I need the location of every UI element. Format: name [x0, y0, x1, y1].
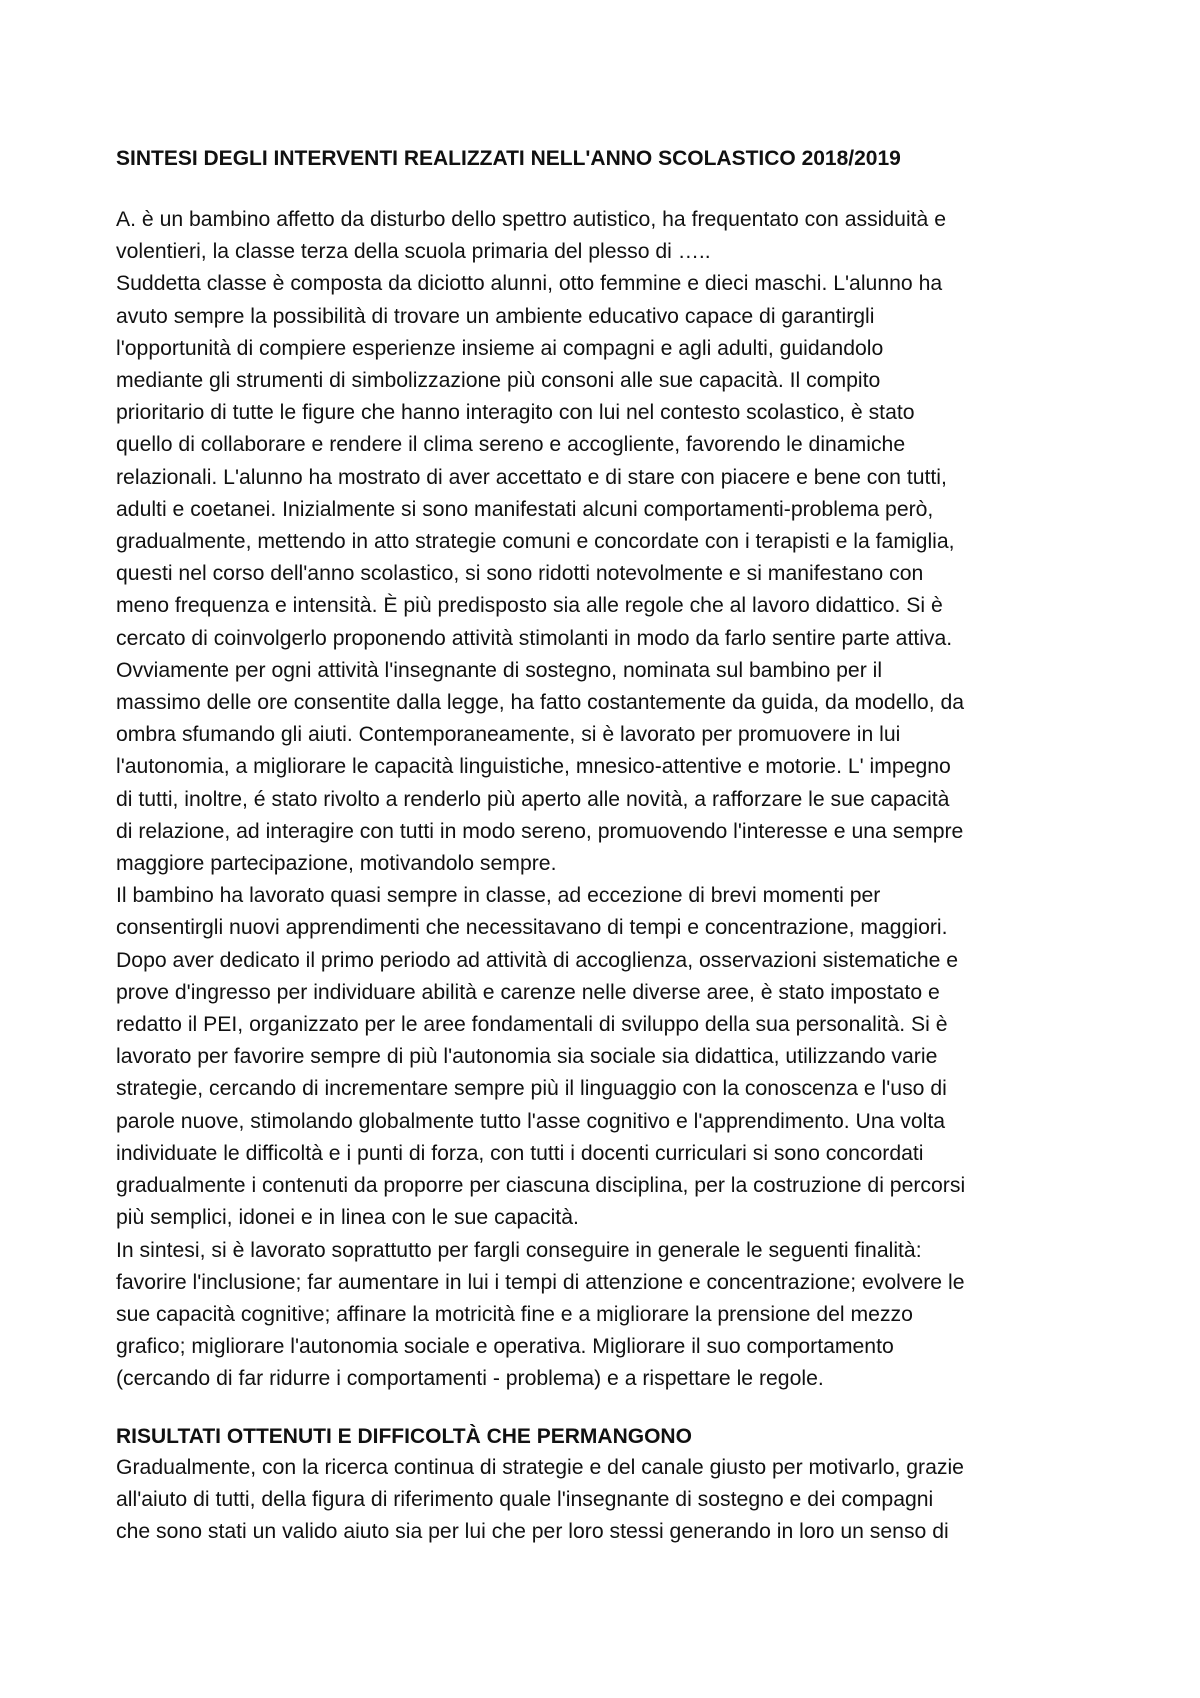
text-line: parole nuove, stimolando globalmente tutto l'asse cognitivo e l'apprendimento. Una volta [116, 1109, 946, 1133]
text-line: prove d'ingresso per individuare abilità e carenze nelle diverse aree, è stato impostato e [116, 980, 940, 1004]
text-line: avuto sempre la possibilità di trovare un ambiente educativo capace di garantirgli [116, 304, 875, 328]
text-line: questi nel corso dell'anno scolastico, si sono ridotti notevolmente e si manifestano con [116, 562, 924, 586]
text-line: sue capacità cognitive; affinare la motricità fine e a migliorare la prensione del mezzo [116, 1302, 913, 1326]
text-line: lavorato per favorire sempre di più l'autonomia sia sociale sia didattica, utilizzando varie [116, 1045, 938, 1069]
text-line: favorire l'inclusione; far aumentare in lui i tempi di attenzione e concentrazione; evolvere le [116, 1270, 965, 1294]
text-line: di tutti, inoltre, é stato rivolto a renderlo più aperto alle novità, a rafforzare le sue capacità [116, 787, 950, 811]
section-body-risultati [116, 1452, 1096, 1549]
text-line: Suddetta classe è composta da diciotto alunni, otto femmine e dieci maschi. L'alunno ha [116, 272, 943, 296]
text-line: individuate le difficoltà e i punti di forza, con tutti i docenti curriculari si sono concordati [116, 1141, 924, 1165]
text-line: quello di collaborare e rendere il clima sereno e accogliente, favorendo le dinamiche [116, 433, 906, 457]
text-line: adulti e coetanei. Inizialmente si sono manifestati alcuni comportamenti-problema però, [116, 497, 934, 521]
text-line: volentieri, la classe terza della scuola primaria del plesso di ….. [116, 240, 711, 264]
section-body-interventi [116, 204, 1096, 1396]
text-line: redatto il PEI, organizzato per le aree fondamentali di sviluppo della sua personalità. Si è [116, 1013, 948, 1037]
text-line: grafico; migliorare l'autonomia sociale e operativa. Migliorare il suo comportamento [116, 1335, 894, 1359]
text-line: che sono stati un valido aiuto sia per lui che per loro stessi generando in loro un senso di [116, 1519, 949, 1543]
document-content [116, 146, 1096, 1548]
text-line: gradualmente, mettendo in atto strategie comuni e concordate con i terapisti e la famiglia, [116, 530, 955, 554]
text-line: prioritario di tutte le figure che hanno interagito con lui nel contesto scolastico, è stato [116, 401, 915, 425]
text-line: Dopo aver dedicato il primo periodo ad attività di accoglienza, osservazioni sistematiche e [116, 948, 959, 972]
text-line: gradualmente i contenuti da proporre per ciascuna disciplina, per la costruzione di percorsi [116, 1174, 966, 1198]
text-line: ombra sfumando gli aiuti. Contemporaneamente, si è lavorato per promuovere in lui [116, 723, 901, 747]
text-line: A. è un bambino affetto da disturbo dello spettro autistico, ha frequentato con assiduità e [116, 208, 946, 231]
text-line: di relazione, ad interagire con tutti in modo sereno, promuovendo l'interesse e una sempre [116, 819, 964, 843]
text-line: Il bambino ha lavorato quasi sempre in classe, ad eccezione di brevi momenti per [116, 884, 881, 908]
text-line: l'opportunità di compiere esperienze insieme ai compagni e agli adulti, guidandolo [116, 336, 884, 360]
text-line: Gradualmente, con la ricerca continua di strategie e del canale giusto per motivarlo, grazie [116, 1455, 964, 1479]
text-line: consentirgli nuovi apprendimenti che necessitavano di tempi e concentrazione, maggiori. [116, 916, 948, 940]
text-line: (cercando di far ridurre i comportamenti - problema) e a rispettare le regole. [116, 1367, 824, 1391]
text-line: strategie, cercando di incrementare sempre più il linguaggio con la conoscenza e l'uso di [116, 1077, 947, 1101]
text-line: cercato di coinvolgerlo proponendo attività stimolanti in modo da farlo sentire parte attiva. [116, 626, 953, 650]
section-title-interventi: SINTESI DEGLI INTERVENTI REALIZZATI NELL'ANNO SCOLASTICO 2018/2019 [116, 147, 901, 170]
section-title-risultati: RISULTATI OTTENUTI E DIFFICOLTÀ CHE PERMANGONO [116, 1424, 692, 1448]
text-line: maggiore partecipazione, motivandolo sempre. [116, 852, 557, 876]
text-line: l'autonomia, a migliorare le capacità linguistiche, mnesico-attentive e motorie. L' impegno [116, 755, 951, 779]
text-line: Ovviamente per ogni attività l'insegnante di sostegno, nominata sul bambino per il [116, 658, 883, 682]
text-line: più semplici, idonei e in linea con le sue capacità. [116, 1206, 579, 1230]
text-line: In sintesi, si è lavorato soprattutto per fargli conseguire in generale le seguenti finalità: [116, 1238, 922, 1262]
text-line: massimo delle ore consentite dalla legge, ha fatto costantemente da guida, da modello, da [116, 691, 965, 715]
text-line: relazionali. L'alunno ha mostrato di aver accettato e di stare con piacere e bene con tutti, [116, 465, 947, 489]
text-line: mediante gli strumenti di simbolizzazione più consoni alle sue capacità. Il compito [116, 369, 881, 393]
text-line: all'aiuto di tutti, della figura di riferimento quale l'insegnante di sostegno e dei compagni [116, 1487, 934, 1511]
text-line: meno frequenza e intensità. È più predisposto sia alle regole che al lavoro didattico. Si è [116, 594, 943, 618]
